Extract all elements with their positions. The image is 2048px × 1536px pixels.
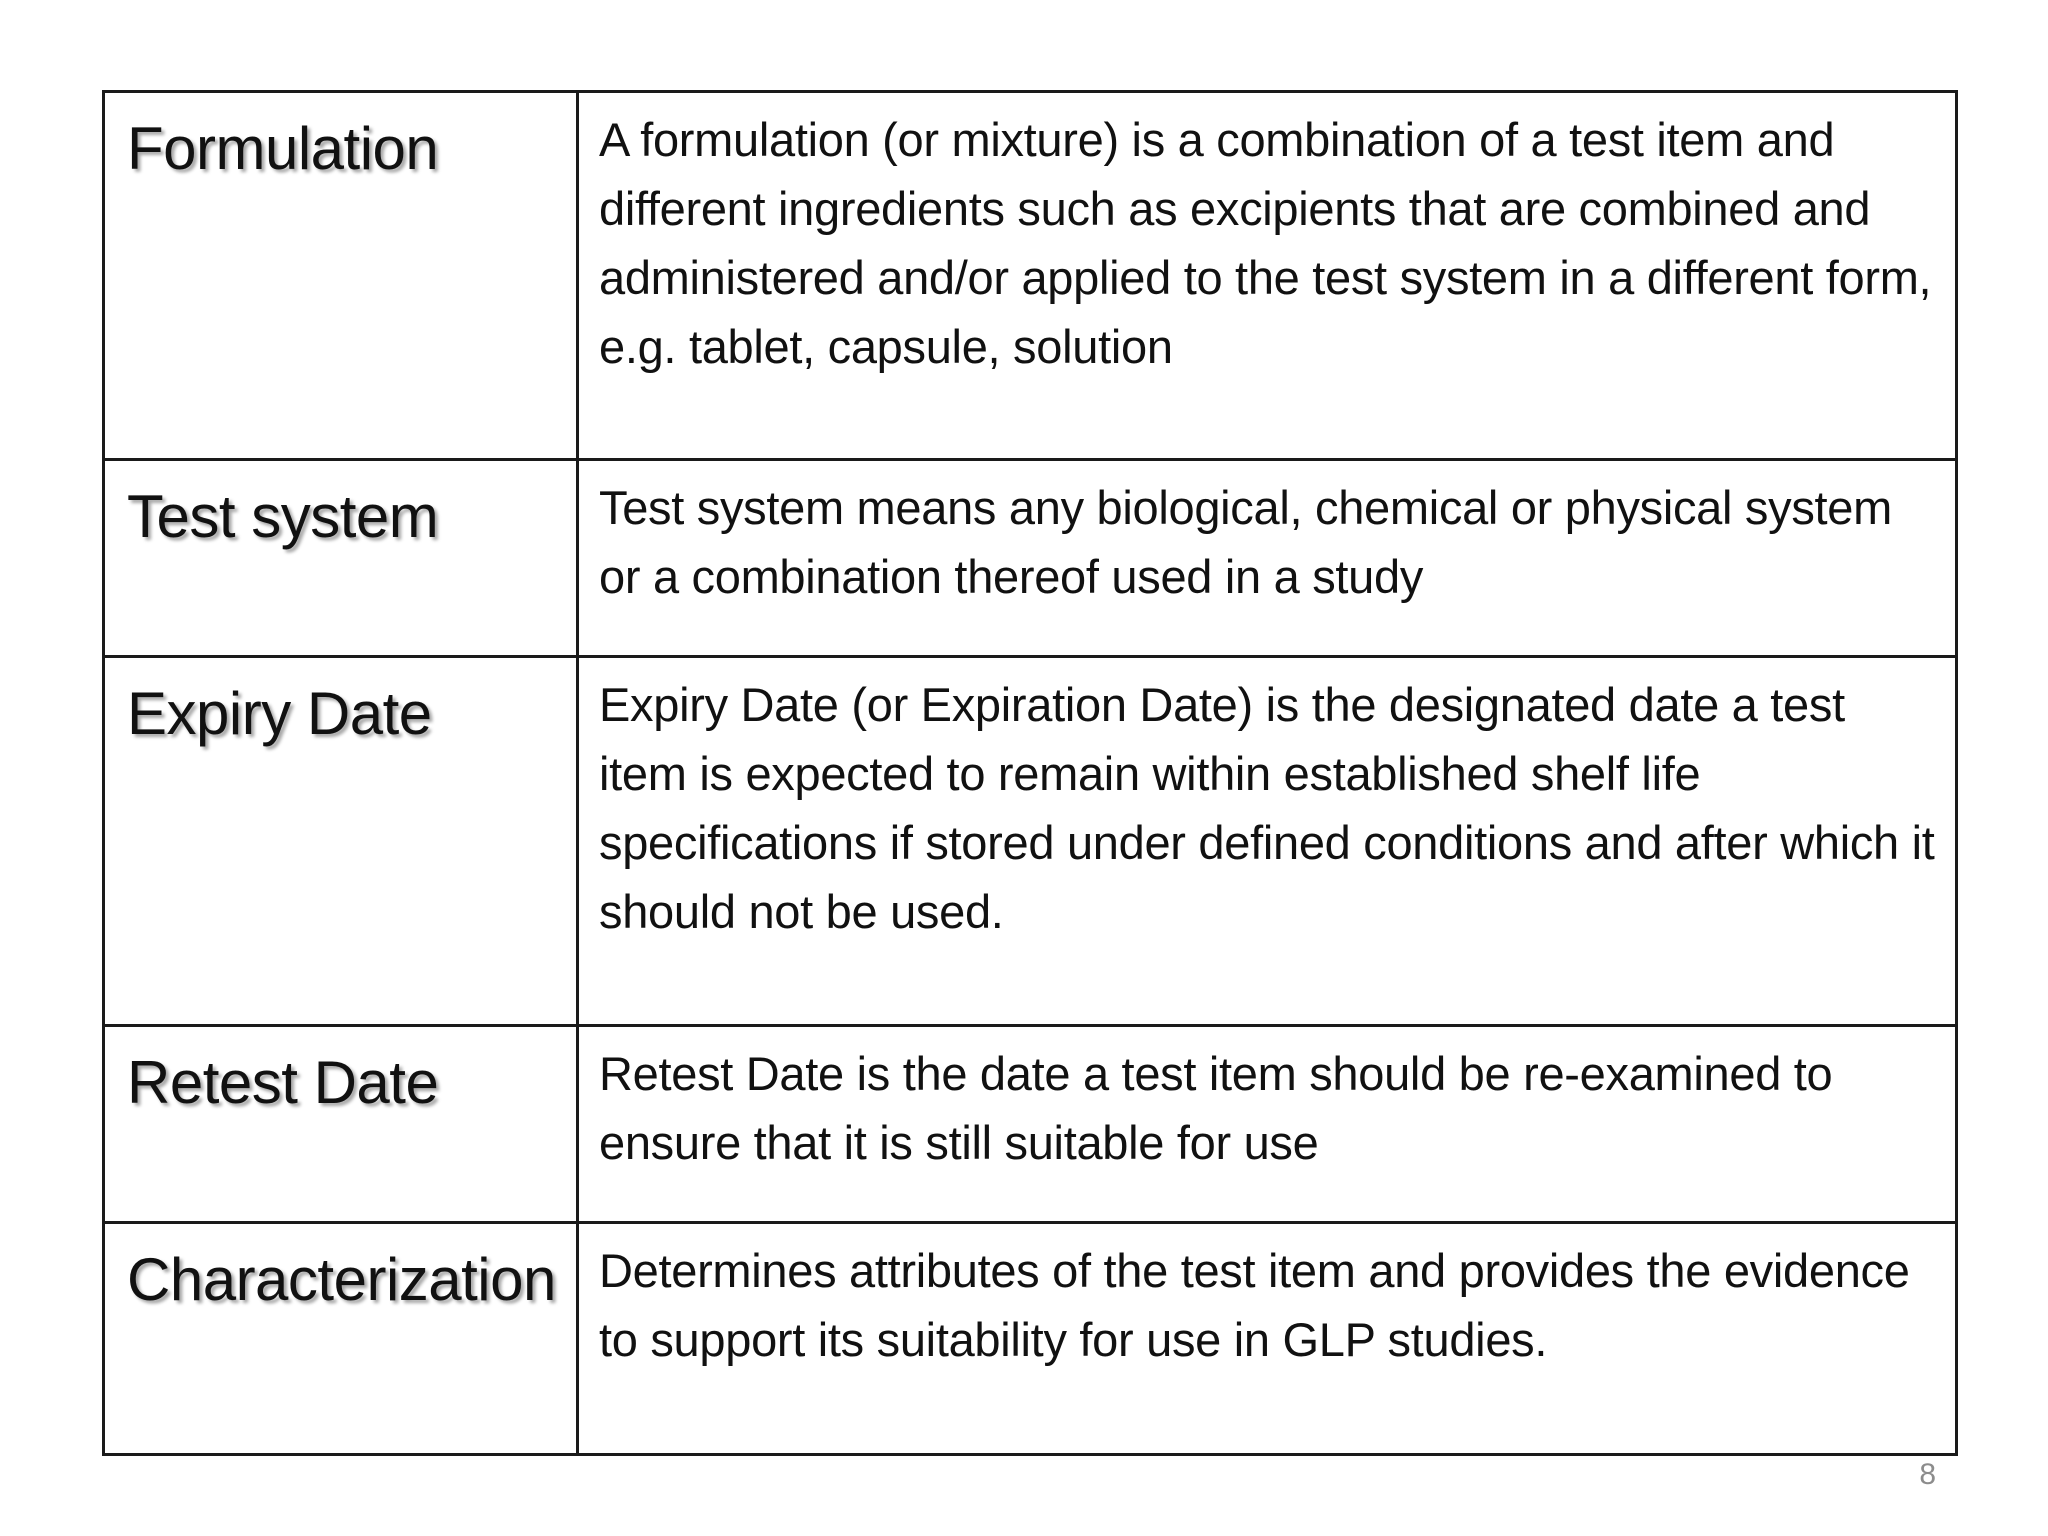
term-cell: [104, 460, 578, 657]
definition-retest-date: Retest Date is the date a test item should be re-examined to ensure that it is still suitable for use: [599, 1047, 1833, 1169]
table-row-retest-date: [104, 1026, 1957, 1223]
definition-test-system: Test system means any biological, chemical or physical system or a combination thereof used in a study: [599, 481, 1892, 603]
term-characterization: Characterization: [127, 1246, 556, 1313]
definition-cell: [578, 92, 1957, 460]
definition-cell: [578, 1223, 1957, 1455]
definition-cell: [578, 657, 1957, 1026]
term-cell: [104, 1026, 578, 1223]
definition-expiry-date: Expiry Date (or Expiration Date) is the designated date a test item is expected to remain within established shelf life specifications if stored under defined conditions and after which it should not be used.: [599, 678, 1935, 938]
term-formulation: Formulation: [127, 115, 439, 182]
term-cell: [104, 657, 578, 1026]
definition-cell: [578, 1026, 1957, 1223]
table-row-expiry-date: [104, 657, 1957, 1026]
definitions-table: [102, 90, 1958, 1456]
table-row-characterization: [104, 1223, 1957, 1455]
term-test-system: Test system: [127, 483, 439, 550]
definition-characterization: Determines attributes of the test item and provides the evidence to support its suitability for use in GLP studies.: [599, 1244, 1910, 1366]
table-row-formulation: [104, 92, 1957, 460]
term-cell: [104, 92, 578, 460]
definition-formulation: A formulation (or mixture) is a combination of a test item and different ingredients such as excipients that are combined and administered and/or applied to the test system in a different form, e.g. tablet, capsule, solution: [599, 113, 1932, 373]
term-expiry-date: Expiry Date: [127, 680, 432, 747]
term-cell: [104, 1223, 578, 1455]
term-retest-date: Retest Date: [127, 1049, 439, 1116]
definition-cell: [578, 460, 1957, 657]
table-row-test-system: [104, 460, 1957, 657]
page-number: 8: [1919, 1458, 1936, 1491]
